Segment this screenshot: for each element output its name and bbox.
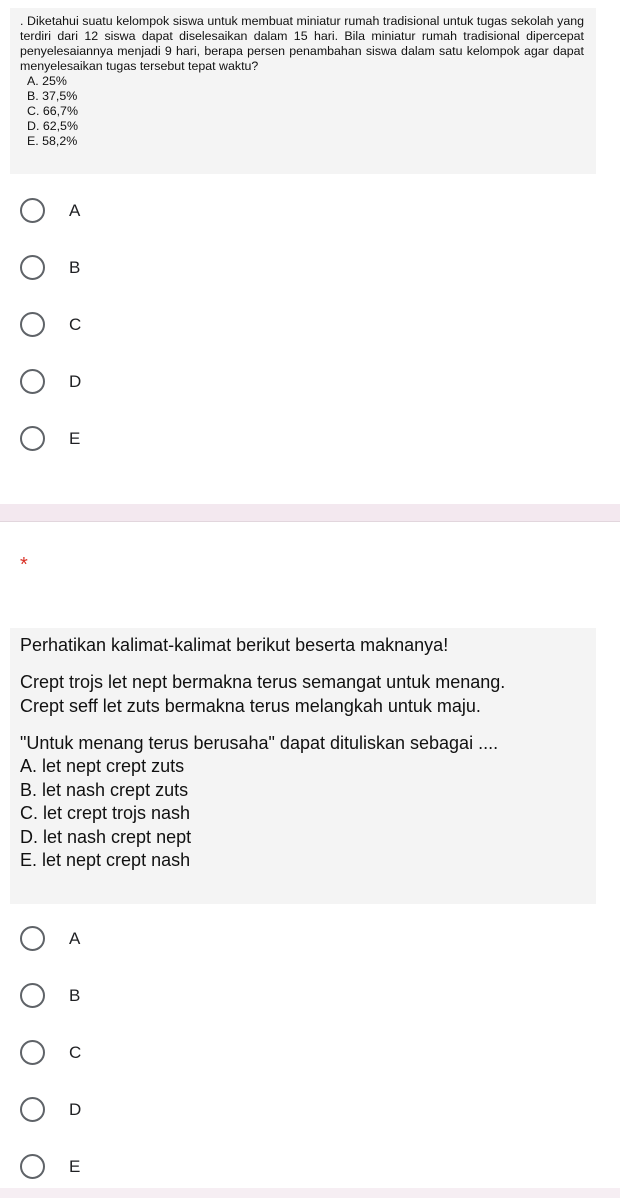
question2-image — [10, 628, 596, 904]
option-label: E — [69, 1156, 81, 1176]
question1-option-e[interactable] — [0, 410, 620, 467]
question1-choice-b: B. 37,5% — [27, 89, 78, 103]
question2-sentence-2: Crept seff let zuts bermakna terus melangkah untuk maju. — [20, 696, 481, 716]
question2-option-b[interactable] — [0, 967, 620, 1024]
question2-intro: Perhatikan kalimat-kalimat berikut beserta maknanya! — [20, 635, 449, 655]
required-marker: * — [20, 554, 28, 576]
option-label: E — [69, 428, 81, 448]
question2-prompt: "Untuk menang terus berusaha" dapat dituliskan sebagai .... — [20, 733, 499, 753]
question1-options — [0, 182, 620, 467]
section-divider — [0, 504, 620, 522]
question2-option-e[interactable] — [0, 1138, 620, 1195]
radio-button[interactable] — [20, 983, 45, 1008]
question1-choice-e: E. 58,2% — [27, 134, 78, 148]
option-label: B — [69, 257, 81, 277]
question2-option-d[interactable] — [0, 1081, 620, 1138]
radio-button[interactable] — [20, 312, 45, 337]
question1-stem: . Diketahui suatu kelompok siswa untuk membuat miniatur rumah tradisional untuk tugas sekolah yang terdiri dari 12 siswa dapat diselesaikan dalam 15 hari. Bila miniatur rumah tradisional dipercepat penyelesaiannya menjadi 9 hari, berapa persen penambahan siswa dalam satu kelompok agar dapat menyelesaikan tugas tersebut tepat waktu? — [20, 14, 584, 73]
question1-option-c[interactable] — [0, 296, 620, 353]
radio-button[interactable] — [20, 198, 45, 223]
option-label: D — [69, 371, 82, 391]
radio-button[interactable] — [20, 926, 45, 951]
question2-choice-e: E. let nept crept nash — [20, 850, 191, 870]
question2-option-c[interactable] — [0, 1024, 620, 1081]
radio-button[interactable] — [20, 1040, 45, 1065]
question2-choice-c: C. let crept trojs nash — [20, 803, 191, 823]
radio-button[interactable] — [20, 426, 45, 451]
option-label: A — [69, 928, 81, 948]
radio-button[interactable] — [20, 369, 45, 394]
question1-option-a[interactable] — [0, 182, 620, 239]
question2-option-a[interactable] — [0, 910, 620, 967]
option-label: C — [69, 1042, 82, 1062]
option-label: A — [69, 200, 81, 220]
question1-option-d[interactable] — [0, 353, 620, 410]
question1-choice-d: D. 62,5% — [27, 119, 78, 133]
radio-button[interactable] — [20, 1097, 45, 1122]
option-label: D — [69, 1099, 82, 1119]
question1-choice-c: C. 66,7% — [27, 104, 78, 118]
question1-choice-a: A. 25% — [27, 74, 67, 88]
section-divider-bottom — [0, 1188, 620, 1198]
question1-image — [10, 8, 596, 174]
question2-choice-d: D. let nash crept nept — [20, 826, 192, 847]
question2-choice-b: B. let nash crept zuts — [20, 779, 189, 800]
question2-sentence-1: Crept trojs let nept bermakna terus semangat untuk menang. — [20, 672, 506, 692]
question1-option-b[interactable] — [0, 239, 620, 296]
question2-options — [0, 910, 620, 1195]
question2-choice-a: A. let nept crept zuts — [20, 756, 185, 776]
radio-button[interactable] — [20, 255, 45, 280]
option-label: B — [69, 985, 81, 1005]
option-label: C — [69, 314, 82, 334]
radio-button[interactable] — [20, 1154, 45, 1179]
